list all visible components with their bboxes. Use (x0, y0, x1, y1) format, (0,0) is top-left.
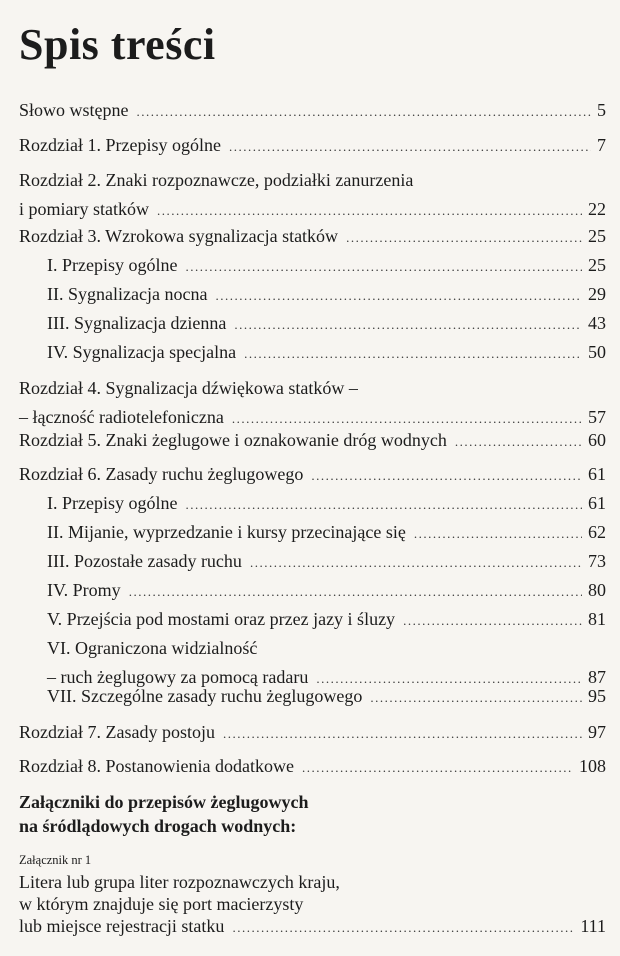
toc-entry-line (0, 718, 620, 747)
toc-entry-line (0, 605, 620, 634)
toc-entry-line (0, 96, 620, 125)
toc-entry-text: – ruch żeglugowy za pomocą radaru (47, 667, 309, 687)
toc-entry-text: II. Sygnalizacja nocna (47, 284, 208, 304)
toc-subsection (0, 309, 620, 338)
toc-subsection (0, 280, 620, 309)
toc-page-number: 61 (588, 464, 606, 484)
toc-entry-line (0, 280, 620, 309)
toc-chapter (0, 166, 620, 224)
toc-chapter (0, 222, 620, 251)
annex-heading-line: Załączniki do przepisów żeglugowych (19, 792, 309, 812)
toc-entry-text: Rozdział 7. Zasady postoju (19, 722, 215, 742)
toc-entry-text: Rozdział 4. Sygnalizacja dźwiękowa statków – (19, 378, 358, 398)
toc-entry-line (0, 251, 620, 280)
dot-leader (414, 519, 582, 548)
toc-entry-line (0, 912, 620, 934)
dot-leader (250, 548, 582, 577)
toc-page-number: 43 (588, 313, 606, 333)
toc-entry-line (0, 338, 620, 367)
dot-leader (455, 427, 582, 456)
toc-entry-line (0, 166, 620, 195)
dot-leader (232, 913, 574, 942)
toc-page-number: 60 (588, 430, 606, 450)
toc-entry-line (0, 868, 620, 890)
toc-chapter (0, 131, 620, 160)
toc-entry-text: Rozdział 1. Przepisy ogólne (19, 135, 221, 155)
toc-entry-text: Rozdział 6. Zasady ruchu żeglugowego (19, 464, 304, 484)
toc-entry-text: V. Przejścia pod mostami oraz przez jazy i śluzy (47, 609, 396, 629)
toc-page-number: 25 (588, 226, 606, 246)
toc-subsection (0, 489, 620, 518)
toc-entry-text: IV. Sygnalizacja specjalna (47, 342, 237, 362)
annex-heading-line: na śródlądowych drogach wodnych: (19, 816, 297, 836)
dot-leader (223, 719, 582, 748)
toc-page-number: 25 (588, 255, 606, 275)
toc-subsection (0, 518, 620, 547)
toc-chapter (0, 426, 620, 455)
toc-page-number: 95 (588, 686, 606, 706)
toc-entry-line (0, 195, 620, 224)
toc-page-number: 97 (588, 722, 606, 742)
toc-entry-line (0, 489, 620, 518)
toc-entry-line (0, 518, 620, 547)
toc-entry-text: w którym znajduje się port macierzysty (19, 894, 304, 914)
toc-page-number: 81 (588, 609, 606, 629)
toc-entry-text: i pomiary statków (19, 199, 149, 219)
dot-leader (215, 281, 582, 310)
toc-subsection (0, 605, 620, 634)
annex-label: Załącznik nr 1 (19, 853, 92, 867)
toc-entry-text: II. Mijanie, wyprzedzanie i kursy przecinające się (47, 522, 406, 542)
toc-page-number: 50 (588, 342, 606, 362)
toc-chapter (0, 752, 620, 781)
toc-page-number: 22 (588, 199, 606, 219)
annex-heading (19, 790, 309, 838)
toc-entry-line (0, 460, 620, 489)
toc-entry-line (0, 752, 620, 781)
toc-chapter (0, 374, 620, 432)
toc-chapter (0, 718, 620, 747)
dot-leader (370, 683, 582, 712)
toc-entry-text: I. Przepisy ogólne (47, 493, 178, 513)
dot-leader (157, 196, 582, 225)
toc-page-number: 29 (588, 284, 606, 304)
toc-entry-text: – łączność radiotelefoniczna (19, 407, 224, 427)
toc-entry-text: VI. Ograniczona widzialność (47, 638, 258, 658)
toc-subsection (0, 682, 620, 711)
toc-page-number: 108 (579, 756, 606, 776)
toc-entry-line (0, 634, 620, 663)
toc-subsection (0, 338, 620, 367)
toc-chapter (0, 96, 620, 125)
toc-subsection (0, 251, 620, 280)
toc-entry-text: Rozdział 5. Znaki żeglugowe i oznakowanie dróg wodnych (19, 430, 447, 450)
toc-page-number: 61 (588, 493, 606, 513)
dot-leader (302, 753, 573, 782)
toc-page-number: 7 (597, 135, 606, 155)
dot-leader (129, 577, 582, 606)
toc-entry-text: Słowo wstępne (19, 100, 129, 120)
toc-page-number: 73 (588, 551, 606, 571)
dot-leader (244, 339, 582, 368)
toc-entry-text: I. Przepisy ogólne (47, 255, 178, 275)
annex-entry (0, 868, 620, 934)
toc-entry-text: III. Pozostałe zasady ruchu (47, 551, 242, 571)
page-title: Spis treści (19, 20, 216, 69)
toc-page-number: 111 (580, 916, 606, 936)
dot-leader (137, 97, 592, 126)
toc-entry-text: lub miejsce rejestracji statku (19, 916, 225, 936)
toc-page-number: 5 (597, 100, 606, 120)
toc-entry-text: VII. Szczególne zasady ruchu żeglugowego (47, 686, 363, 706)
dot-leader (185, 252, 582, 281)
toc-subsection (0, 547, 620, 576)
toc-entry-text: Rozdział 3. Wzrokowa sygnalizacja statków (19, 226, 339, 246)
dot-leader (185, 490, 582, 519)
toc-entry-line (0, 131, 620, 160)
toc-entry-text: Litera lub grupa liter rozpoznawczych kraju, (19, 872, 340, 892)
toc-entry-text: Rozdział 8. Postanowienia dodatkowe (19, 756, 294, 776)
dot-leader (403, 606, 582, 635)
toc-entry-line (0, 890, 620, 912)
toc-entry-line (0, 309, 620, 338)
toc-entry-text: Rozdział 2. Znaki rozpoznawcze, podziałki zanurzenia (19, 170, 414, 190)
dot-leader (346, 223, 582, 252)
toc-entry-line (0, 576, 620, 605)
dot-leader (311, 461, 582, 490)
toc-entry-line (0, 547, 620, 576)
toc-page-number: 80 (588, 580, 606, 600)
toc-page-number: 57 (588, 407, 606, 427)
toc-page-number: 87 (588, 667, 606, 687)
dot-leader (229, 132, 591, 161)
toc-entry-text: IV. Promy (47, 580, 121, 600)
dot-leader (234, 310, 582, 339)
toc-entry-line (0, 682, 620, 711)
toc-page-number: 62 (588, 522, 606, 542)
toc-subsection (0, 576, 620, 605)
toc-chapter (0, 460, 620, 489)
toc-entry-line (0, 222, 620, 251)
toc-entry-text: III. Sygnalizacja dzienna (47, 313, 227, 333)
toc-entry-line (0, 426, 620, 455)
toc-entry-line (0, 374, 620, 403)
